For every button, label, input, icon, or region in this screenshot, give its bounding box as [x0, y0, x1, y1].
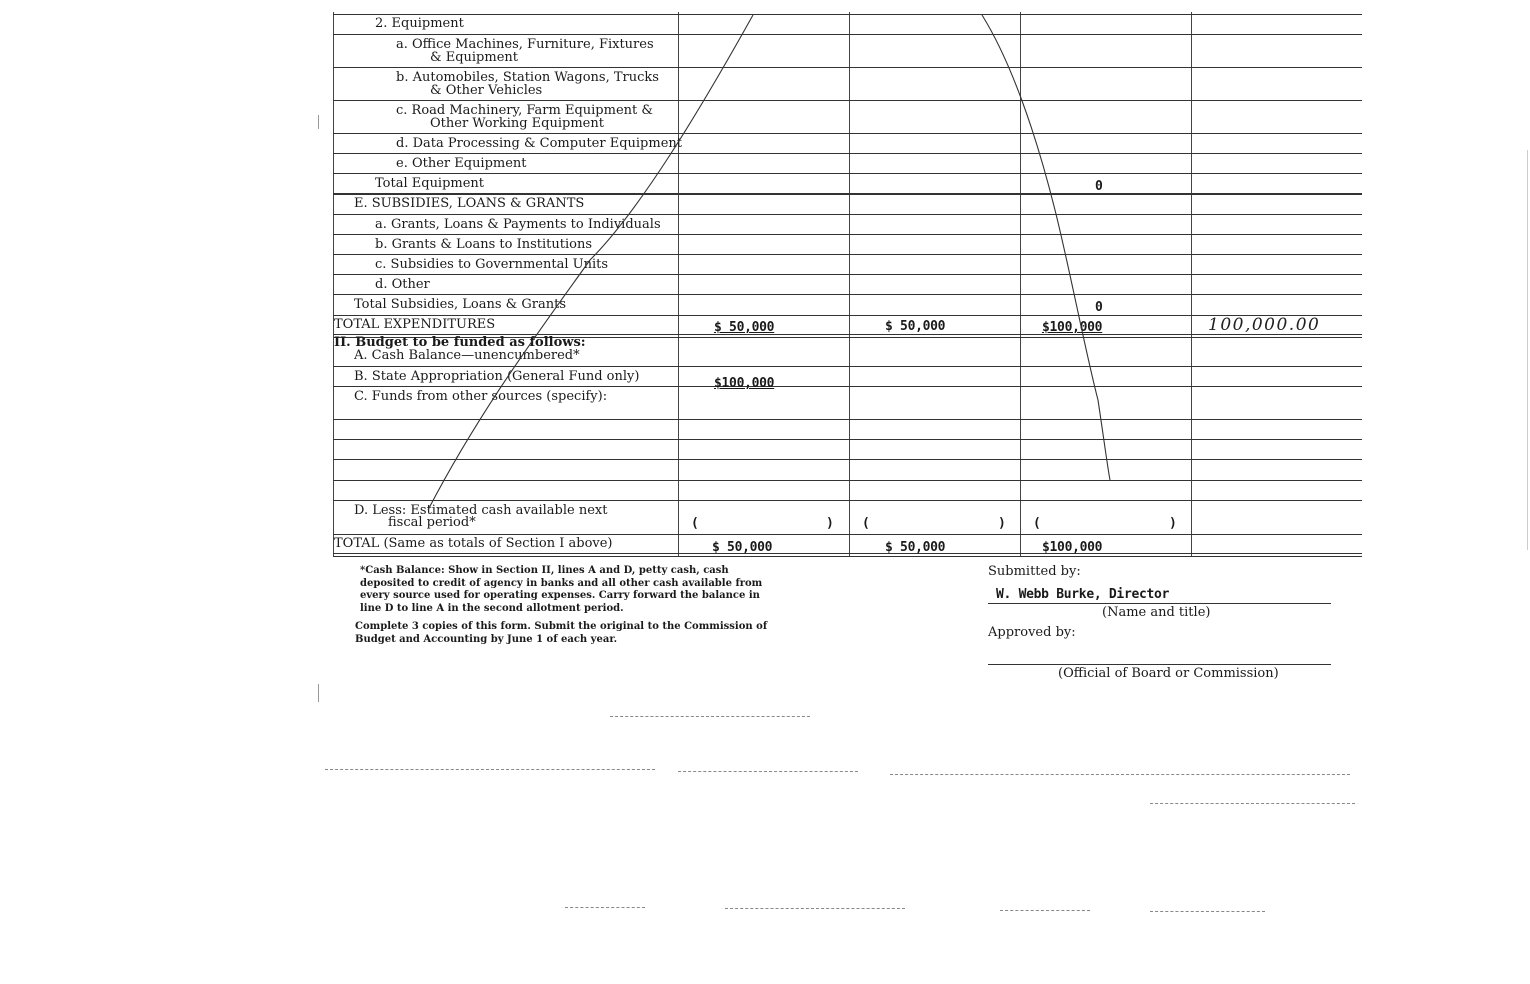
scan-artifact — [610, 716, 810, 718]
paren-open-col3: ( — [1033, 516, 1041, 531]
row-rule — [333, 214, 1362, 215]
row-rule — [333, 459, 1362, 460]
row-rule — [333, 419, 1362, 420]
cash-balance-footnote: *Cash Balance: Show in Section II, lines A and D, petty cash, cash deposited to credit of agency in banks and all other cash available from every source used for operating expenses. Carry forward the balance in line D to line A in the second allotment period. — [360, 565, 763, 614]
row-rule — [333, 553, 1362, 554]
row-rule — [333, 386, 1362, 387]
row-label-road-machinery: c. Road Machinery, Farm Equipment & — [396, 103, 653, 118]
submitted-by-label: Submitted by: — [988, 564, 1081, 579]
scan-artifact — [325, 769, 655, 771]
total-subsidies-col3: 0 — [1095, 300, 1103, 315]
section-header-subsidies: E. SUBSIDIES, LOANS & GRANTS — [354, 196, 585, 211]
row-rule — [333, 100, 1362, 101]
column-divider — [678, 12, 679, 557]
submitter-signature-line — [988, 603, 1331, 604]
row-label-office-machines: a. Office Machines, Furniture, Fixtures — [396, 37, 654, 52]
row-label-grants-institutions: b. Grants & Loans to Institutions — [375, 237, 593, 252]
copies-footnote: Complete 3 copies of this form. Submit the original to the Commission of Budget and Accounting by June 1 of each year. — [355, 621, 768, 645]
scan-artifact — [725, 908, 905, 910]
name-and-title-caption: (Name and title) — [1102, 605, 1211, 620]
paren-open-col2: ( — [862, 516, 870, 531]
column-divider — [849, 12, 850, 557]
scan-artifact — [1000, 910, 1090, 912]
total-col3: $100,000 — [1042, 540, 1103, 555]
row-rule — [333, 67, 1362, 68]
row-rule — [333, 274, 1362, 275]
row-label-total-equipment: Total Equipment — [375, 176, 485, 191]
total-equipment-col3: 0 — [1095, 179, 1103, 194]
total-expenditures-col1: $ 50,000 — [714, 320, 775, 335]
row-rule — [333, 294, 1362, 295]
row-label-other: d. Other — [375, 277, 430, 292]
column-divider — [1191, 12, 1192, 557]
scan-artifact — [1150, 803, 1355, 805]
total-expenditures-col3: $100,000 — [1042, 320, 1103, 335]
total-expenditures-col4-handwritten: 100,000.00 — [1208, 315, 1321, 335]
row-label-total-expenditures: TOTAL EXPENDITURES — [334, 317, 496, 332]
total-col2: $ 50,000 — [885, 540, 946, 555]
column-divider — [1020, 12, 1021, 557]
row-rule — [333, 234, 1362, 235]
paren-close-col3: ) — [1169, 516, 1177, 531]
row-label-automobiles: b. Automobiles, Station Wagons, Trucks — [396, 70, 659, 85]
row-rule — [333, 556, 1362, 557]
submitter-name: W. Webb Burke, Director — [996, 587, 1170, 602]
row-label-automobiles-cont: & Other Vehicles — [430, 83, 543, 98]
total-col1: $ 50,000 — [712, 540, 773, 555]
official-caption: (Official of Board or Commission) — [1058, 666, 1279, 681]
row-label-total-subsidies: Total Subsidies, Loans & Grants — [354, 297, 566, 312]
scan-artifact — [1150, 911, 1265, 913]
row-label-office-machines-cont: & Equipment — [430, 50, 518, 65]
row-label-less-estimated-cash: D. Less: Estimated cash available next — [354, 503, 608, 518]
row-rule — [333, 366, 1362, 367]
section-header-budget: II. Budget to be funded as follows: — [334, 335, 586, 350]
approver-signature-line — [988, 664, 1331, 665]
row-rule — [333, 500, 1362, 501]
state-appropriation-col1: $100,000 — [714, 376, 775, 391]
row-label-cash-balance: A. Cash Balance—unencumbered* — [354, 348, 580, 363]
scan-artifact — [890, 774, 1350, 776]
row-rule — [333, 34, 1362, 35]
scan-artifact — [318, 115, 319, 129]
row-rule — [333, 133, 1362, 134]
row-rule — [333, 14, 1362, 15]
approved-by-label: Approved by: — [988, 625, 1076, 640]
scan-artifact — [565, 907, 645, 909]
row-label-equipment: 2. Equipment — [375, 16, 464, 31]
scan-artifact — [1527, 150, 1528, 550]
scan-artifact — [318, 684, 319, 702]
paren-open-col1: ( — [691, 516, 699, 531]
row-label-total-same: TOTAL (Same as totals of Section I above) — [334, 536, 613, 551]
row-rule — [333, 439, 1362, 440]
paren-close-col1: ) — [826, 516, 834, 531]
row-label-subsidies-government: c. Subsidies to Governmental Units — [375, 257, 609, 272]
scan-artifact — [678, 771, 858, 773]
row-rule — [333, 153, 1362, 154]
row-label-other-equipment: e. Other Equipment — [396, 156, 527, 171]
row-rule — [333, 480, 1362, 481]
table-left-border — [333, 12, 334, 557]
row-label-other-sources: C. Funds from other sources (specify): — [354, 389, 608, 404]
row-label-road-machinery-cont: Other Working Equipment — [430, 116, 604, 131]
row-label-less-estimated-cash-cont: fiscal period* — [388, 515, 476, 530]
total-expenditures-col2: $ 50,000 — [885, 319, 946, 334]
row-rule — [333, 254, 1362, 255]
row-label-state-appropriation: B. State Appropriation (General Fund only) — [354, 369, 640, 384]
row-rule — [333, 173, 1362, 174]
row-rule — [333, 193, 1362, 195]
row-label-grants-individuals: a. Grants, Loans & Payments to Individuals — [375, 217, 661, 232]
row-label-data-processing: d. Data Processing & Computer Equipment — [396, 136, 682, 151]
paren-close-col2: ) — [998, 516, 1006, 531]
row-rule — [333, 534, 1362, 535]
